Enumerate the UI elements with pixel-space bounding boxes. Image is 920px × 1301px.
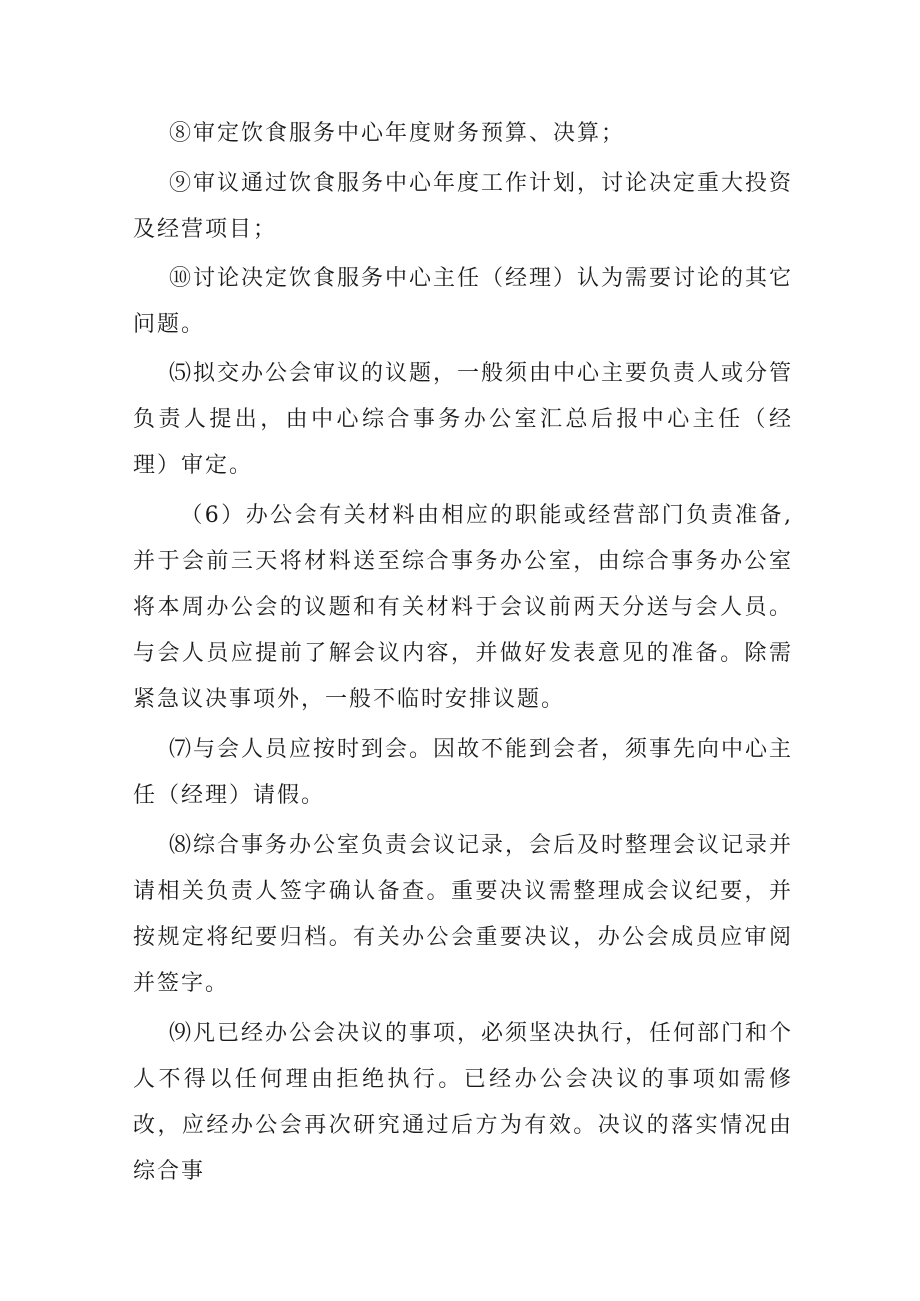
paragraph-clause-9: ⑼凡已经办公会决议的事项，必须坚决执行，任何部门和个人不得以任何理由拒绝执行。已经办公会决议的事项如需修改，应经办公会再次研究通过后方为有效。决议的落实情况由综合事 [133, 1021, 793, 1184]
paragraph-item-9: ⑨审议通过饮食服务中心年度工作计划，讨论决定重大投资及经营项目； [133, 171, 793, 242]
paragraph-clause-8: ⑻综合事务办公室负责会议记录，会后及时整理会议记录并请相关负责人签字确认备查。重要决议需整理成会议纪要，并按规定将纪要归档。有关办公会重要决议，办公会成员应审阅并签字。 [133, 833, 793, 996]
paragraph-item-8: ⑧审定饮食服务中心年度财务预算、决算； [133, 121, 625, 146]
document-body [133, 111, 793, 1199]
paragraph-item-10: ⑩讨论决定饮食服务中心主任（经理）认为需要讨论的其它问题。 [133, 266, 793, 337]
paragraph-clause-7: ⑺与会人员应按时到会。因故不能到会者，须事先向中心主任（经理）请假。 [133, 737, 793, 808]
paragraph-clause-5: ⑸拟交办公会审议的议题，一般须由中心主要负责人或分管负责人提出，由中心综合事务办公室汇总后报中心主任（经理）审定。 [133, 361, 793, 478]
paragraph-clause-6: （6）办公会有关材料由相应的职能或经营部门负责准备,并于会前三天将材料送至综合事务办公室，由综合事务办公室将本周办公会的议题和有关材料于会议前两天分送与会人员。与会人员应提前了解会议内容，并做好发表意见的准备。除需紧急议决事项外，一般不临时安排议题。 [133, 503, 793, 712]
